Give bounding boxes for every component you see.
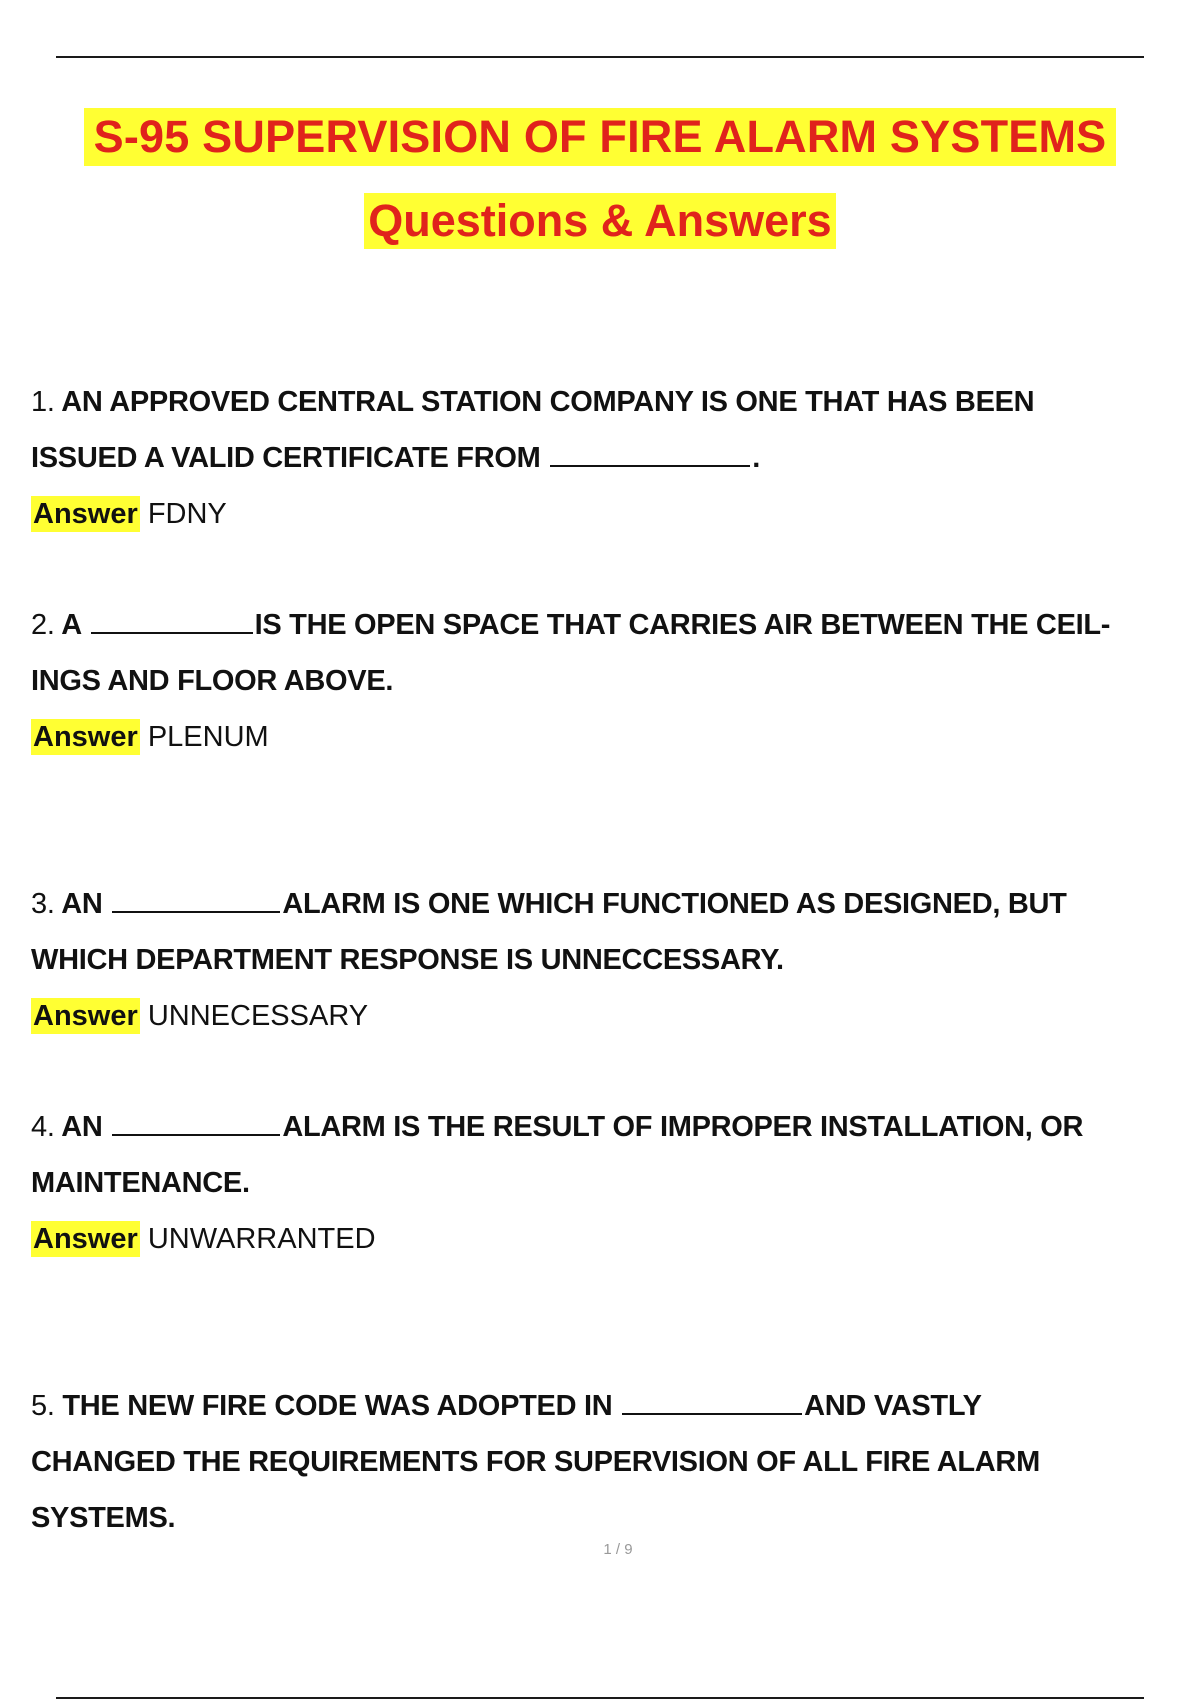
answer-blank bbox=[112, 1110, 280, 1136]
question-text: CHANGED THE REQUIREMENTS FOR SUPERVISION OF ALL FIRE ALARM bbox=[31, 1446, 1040, 1478]
answer-blank bbox=[622, 1389, 802, 1415]
bottom-divider bbox=[56, 1697, 1144, 1699]
answer-label: Answer bbox=[33, 1223, 138, 1255]
question-text: ALARM IS THE RESULT OF IMPROPER INSTALLATION, OR bbox=[282, 1111, 1084, 1143]
question-number: 5. bbox=[31, 1390, 55, 1422]
title-block bbox=[0, 108, 1200, 166]
answer-blank bbox=[112, 887, 280, 913]
question-text: ISSUED A VALID CERTIFICATE FROM bbox=[31, 442, 541, 474]
question-text: WHICH DEPARTMENT RESPONSE IS UNNECCESSARY. bbox=[31, 944, 784, 976]
question-text-line bbox=[31, 1099, 1191, 1155]
page-indicator: 1 / 9 bbox=[603, 1541, 633, 1558]
question-number: 2. bbox=[31, 609, 55, 641]
answer-row bbox=[31, 988, 1191, 1044]
question-text-line bbox=[31, 374, 1191, 430]
question-text-line bbox=[31, 1155, 1191, 1211]
answer-label: Answer bbox=[33, 1000, 138, 1032]
question-number: 4. bbox=[31, 1111, 55, 1143]
question-text: INGS AND FLOOR ABOVE. bbox=[31, 665, 394, 697]
question-text: SYSTEMS. bbox=[31, 1502, 176, 1534]
question-text-line bbox=[31, 932, 1191, 988]
question-text: IS THE OPEN SPACE THAT CARRIES AIR BETWEEN THE CEIL- bbox=[254, 609, 1111, 641]
question-text-line bbox=[31, 1378, 1191, 1434]
question-text: AN bbox=[61, 1111, 103, 1143]
answer-row bbox=[31, 709, 1191, 765]
question-text: AN bbox=[61, 888, 103, 920]
subtitle-block bbox=[0, 193, 1200, 249]
question-text-line bbox=[31, 597, 1191, 653]
question-number: 3. bbox=[31, 888, 55, 920]
answer-value: PLENUM bbox=[147, 721, 269, 753]
question-3 bbox=[31, 876, 1191, 1044]
answer-blank bbox=[91, 608, 253, 634]
question-number: 1. bbox=[31, 386, 55, 418]
question-text-line bbox=[31, 430, 1191, 486]
question-5 bbox=[31, 1378, 1191, 1546]
document-subtitle: Questions & Answers bbox=[364, 193, 835, 249]
question-text: THE NEW FIRE CODE WAS ADOPTED IN bbox=[62, 1390, 613, 1422]
question-text-line bbox=[31, 876, 1191, 932]
answer-value: UNWARRANTED bbox=[147, 1223, 376, 1255]
question-text: . bbox=[752, 442, 761, 474]
question-text-line bbox=[31, 1490, 1191, 1546]
answer-blank bbox=[550, 441, 750, 467]
question-text: AN APPROVED CENTRAL STATION COMPANY IS ONE THAT HAS BEEN bbox=[61, 386, 1035, 418]
question-text-line bbox=[31, 1434, 1191, 1490]
answer-value: FDNY bbox=[147, 498, 227, 530]
question-text-line bbox=[31, 653, 1191, 709]
answer-label: Answer bbox=[33, 721, 138, 753]
top-divider bbox=[56, 56, 1144, 58]
question-text: A bbox=[61, 609, 81, 641]
answer-row bbox=[31, 1211, 1191, 1267]
answer-label: Answer bbox=[33, 498, 138, 530]
question-2 bbox=[31, 597, 1191, 765]
answer-row bbox=[31, 486, 1191, 542]
question-4 bbox=[31, 1099, 1191, 1267]
question-1 bbox=[31, 374, 1191, 542]
question-text: AND VASTLY bbox=[804, 1390, 982, 1422]
question-text: ALARM IS ONE WHICH FUNCTIONED AS DESIGNED, BUT bbox=[282, 888, 1067, 920]
answer-value: UNNECESSARY bbox=[147, 1000, 369, 1032]
document-title: S-95 SUPERVISION OF FIRE ALARM SYSTEMS bbox=[84, 108, 1117, 166]
question-text: MAINTENANCE. bbox=[31, 1167, 250, 1199]
